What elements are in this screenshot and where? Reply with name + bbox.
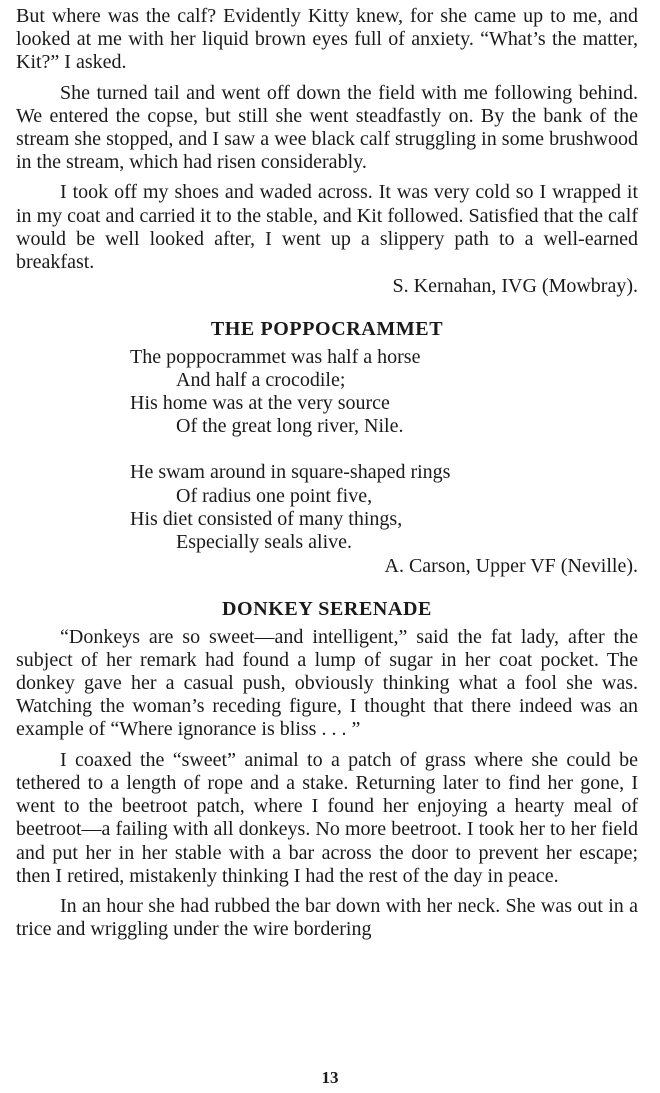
author-signature: A. Carson, Upper VF (Neville). [384, 555, 638, 578]
story-kitty-calf [16, 5, 638, 298]
poem-poppocrammet [16, 318, 638, 578]
paragraph: I coaxed the “sweet” animal to a patch of grass where she could be tethered to a length of rope and a stake. Returning later to find her gone, I went to the beetroot patch, where I found her enjoying a hearty meal of beetroot—a failing with all donkeys. No more beetroot. I took her to her field and put her in her stable with a bar across the door to prevent her escape; then I retired, mistakenly thinking I had the rest of the day in peace. [16, 748, 638, 887]
paragraph: She turned tail and went off down the field with me following behind. We entered the copse, but still she went steadfastly on. By the bank of the stream she stopped, and I saw a wee black calf struggling in some brushwood in the stream, which had risen considerably. [16, 81, 638, 174]
poem-title: THE POPPOCRAMMET [210, 318, 444, 341]
author-signature: S. Kernahan, IVG (Mowbray). [392, 275, 638, 298]
story-title: DONKEY SERENADE [222, 598, 432, 621]
poem-line: The poppocrammet was half a horse [130, 345, 421, 368]
poem-line: His diet consisted of many things, [130, 507, 403, 530]
paragraph: But where was the calf? Evidently Kitty knew, for she came up to me, and looked at me with her liquid brown eyes full of anxiety. “What’s the matter, Kit?” I asked. [16, 5, 638, 74]
paragraph: “Donkeys are so sweet—and intelligent,” said the fat lady, after the subject of her remark had found a lump of sugar in her coat pocket. The donkey gave her a casual push, obviously thinking what a fool she was. Watching the woman’s receding figure, I thought that there indeed was an example of “Where ignorance is bliss . . . ” [16, 625, 638, 741]
page-number: 13 [321, 1068, 339, 1087]
paragraph: I took off my shoes and waded across. It was very cold so I wrapped it in my coat and carried it to the stable, and Kit followed. Satisfied that the calf would be well looked after, I went up a slippery path to a well-earned breakfast. [16, 181, 638, 274]
stanza-break [130, 438, 638, 461]
poem-line: He swam around in square-shaped rings [130, 461, 451, 484]
poem-line: Of radius one point five, [176, 484, 373, 507]
poem-line: Of the great long river, Nile. [176, 415, 404, 438]
poem-body [130, 346, 638, 555]
poem-line: Especially seals alive. [176, 531, 353, 554]
poem-line: His home was at the very source [130, 392, 390, 415]
story-donkey-serenade [16, 598, 638, 941]
paragraph: In an hour she had rubbed the bar down with her neck. She was out in a trice and wriggling under the wire bordering [16, 894, 638, 941]
poem-line: And half a crocodile; [176, 368, 346, 391]
